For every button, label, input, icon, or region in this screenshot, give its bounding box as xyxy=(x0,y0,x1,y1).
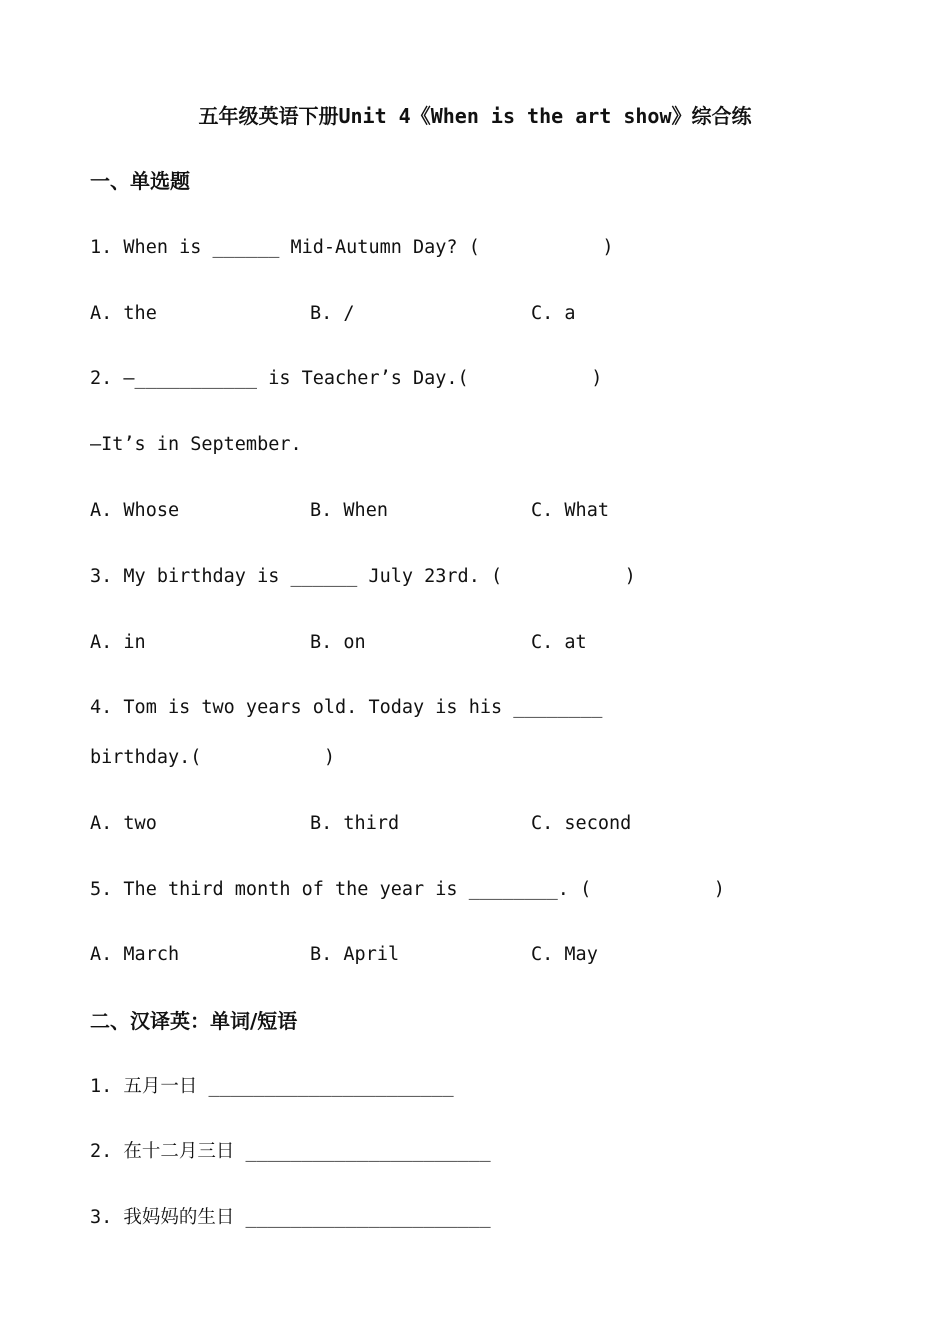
question-1-option-b: B. / xyxy=(310,303,355,324)
question-3-option-a: A. in xyxy=(90,632,146,653)
question-3-option-c: C. at xyxy=(531,632,587,653)
question-5-text: 5. The third month of the year is ________. ( ) xyxy=(90,879,725,900)
question-3-text: 3. My birthday is ______ July 23rd. ( ) xyxy=(90,566,636,587)
question-2-option-b: B. When xyxy=(310,500,388,521)
question-2-option-c: C. What xyxy=(531,500,609,521)
translation-item-1: 1. 五月一日 ______________________ xyxy=(90,1076,454,1097)
question-1-option-a: A. the xyxy=(90,303,157,324)
question-4-text-continued: birthday.( ) xyxy=(90,747,336,768)
question-2-text: 2. —___________ is Teacher’s Day.( ) xyxy=(90,368,603,389)
page-title: 五年级英语下册Unit 4《When is the art show》综合练 xyxy=(198,104,752,128)
question-2-answer-line: —It’s in September. xyxy=(90,434,302,455)
question-3-option-b: B. on xyxy=(310,632,366,653)
translation-item-3: 3. 我妈妈的生日 ______________________ xyxy=(90,1207,491,1228)
question-4-text: 4. Tom is two years old. Today is his ________ xyxy=(90,697,603,718)
question-5-option-b: B. April xyxy=(310,944,400,965)
question-5-option-a: A. March xyxy=(90,944,180,965)
question-5-option-c: C. May xyxy=(531,944,598,965)
section-heading-multiple-choice: 一、单选题 xyxy=(90,169,190,193)
question-4-option-c: C. second xyxy=(531,813,632,834)
translation-item-2: 2. 在十二月三日 ______________________ xyxy=(90,1141,491,1162)
question-1-option-c: C. a xyxy=(531,303,576,324)
question-4-option-b: B. third xyxy=(310,813,400,834)
question-4-option-a: A. two xyxy=(90,813,157,834)
section-heading-translation: 二、汉译英：单词/短语 xyxy=(90,1009,298,1033)
question-2-option-a: A. Whose xyxy=(90,500,180,521)
question-1-text: 1. When is ______ Mid-Autumn Day? ( ) xyxy=(90,237,614,258)
